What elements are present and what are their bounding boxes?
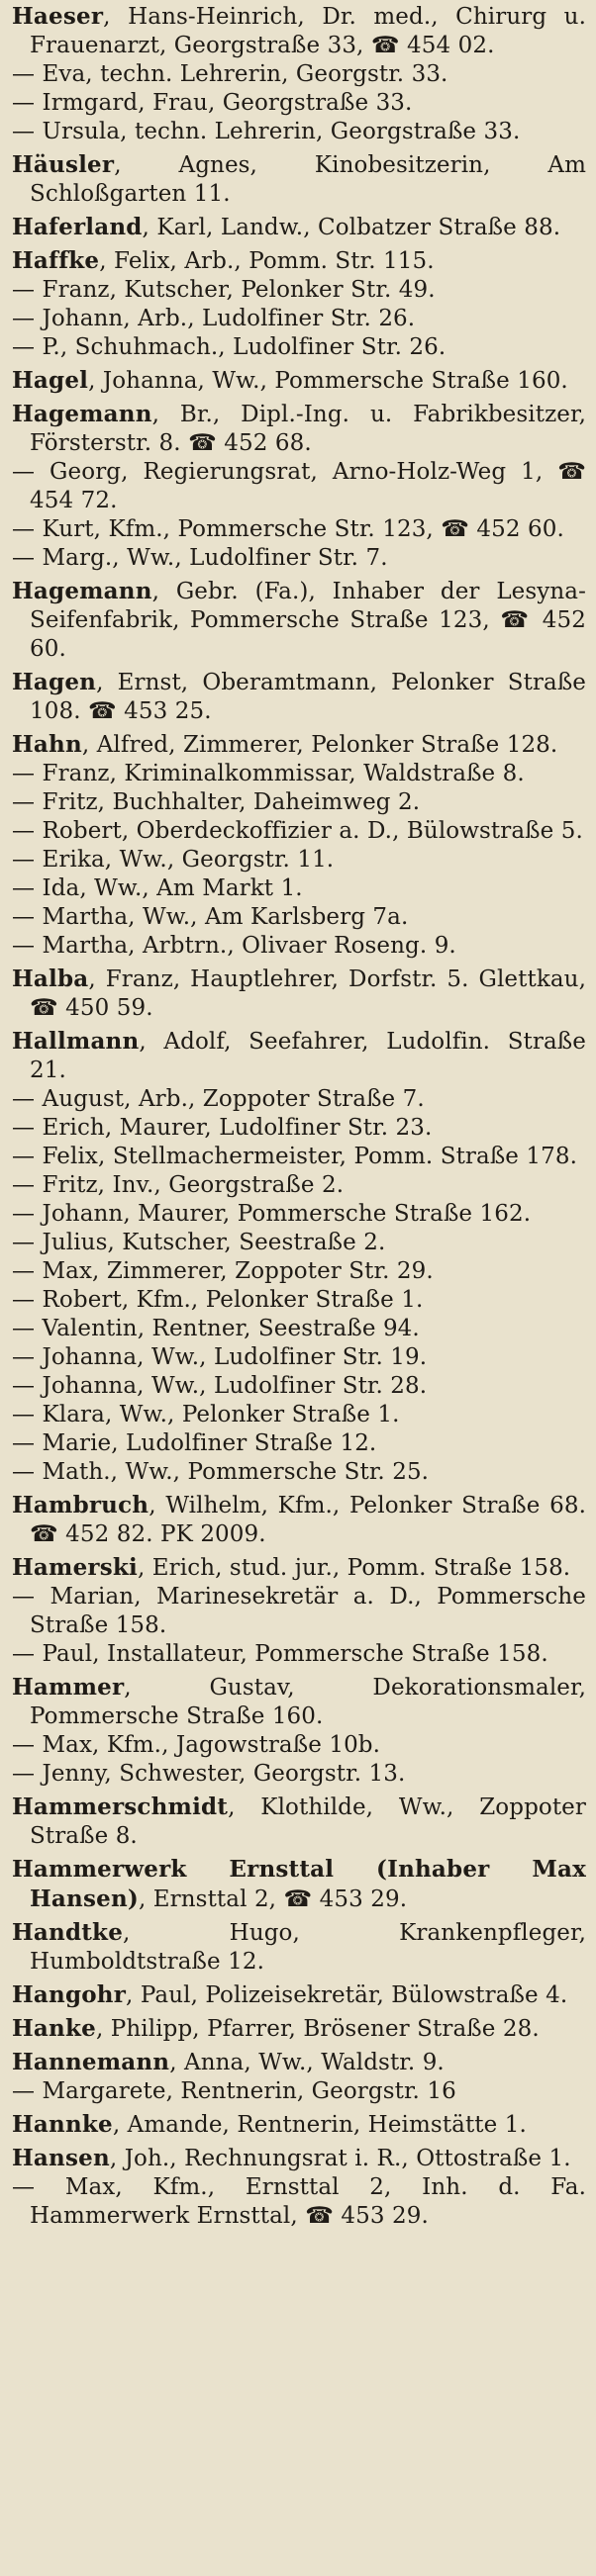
directory-subentry: — Felix, Stellmachermeister, Pomm. Straße 178. — [12, 1144, 578, 1169]
directory-entry: Handtke, Hugo, Krankenpfleger, Humboldtstraße 12. — [12, 1919, 586, 1975]
entry-surname: Handtke — [12, 1919, 124, 1946]
entry-surname: Haffke — [12, 247, 100, 274]
directory-subentry: — P., Schuhmach., Ludolfiner Str. 26. — [12, 334, 447, 360]
directory-entry: Hammerschmidt, Klothilde, Ww., Zoppoter Straße 8. — [12, 1794, 586, 1849]
entry-surname: Hagel — [12, 367, 89, 394]
directory-subentry: — Max, Kfm., Ernsttal 2, Inh. d. Fa. Hammerwerk Ernsttal, ☎ 453 29. — [12, 2174, 586, 2229]
directory-subentry: — Franz, Kutscher, Pelonker Str. 49. — [12, 277, 436, 303]
directory-entry: Hamerski, Erich, stud. jur., Pomm. Straße 158. — [12, 1554, 571, 1581]
entry-surname: Hamerski — [12, 1554, 138, 1581]
directory-subentry: — Max, Kfm., Jagowstraße 10b. — [12, 1732, 381, 1758]
directory-subentry: — Erika, Ww., Georgstr. 11. — [12, 847, 335, 873]
directory-subentry: — Margarete, Rentnerin, Georgstr. 16 — [12, 2078, 456, 2104]
directory-entry: Halba, Franz, Hauptlehrer, Dorfstr. 5. Glettkau, ☎ 450 59. — [12, 966, 586, 1021]
directory-entry: Haffke, Felix, Arb., Pomm. Str. 115. — [12, 247, 435, 274]
entry-surname: Hammer — [12, 1674, 125, 1701]
entry-surname: Hallmann — [12, 1028, 140, 1055]
directory-entry: Hanke, Philipp, Pfarrer, Brösener Straße 28. — [12, 2015, 540, 2042]
directory-entry: Hambruch, Wilhelm, Kfm., Pelonker Straße 68. ☎ 452 82. PK 2009. — [12, 1492, 586, 1547]
directory-entry: Hahn, Alfred, Zimmerer, Pelonker Straße 128. — [12, 731, 558, 758]
directory-subentry: — Robert, Oberdeckoffizier a. D., Bülowstraße 5. — [12, 818, 583, 844]
directory-subentry: — Franz, Kriminalkommissar, Waldstraße 8. — [12, 761, 525, 786]
directory-entry: Hallmann, Adolf, Seefahrer, Ludolfin. Straße 21. — [12, 1028, 586, 1083]
directory-entry: Häusler, Agnes, Kinobesitzerin, Am Schloßgarten 11. — [12, 151, 586, 207]
entry-surname: Hahn — [12, 731, 82, 758]
entry-surname: Hansen — [12, 2145, 110, 2171]
directory-subentry: — Johanna, Ww., Ludolfiner Str. 19. — [12, 1344, 428, 1370]
directory-entries — [12, 2, 586, 2231]
entry-surname: Hannemann — [12, 2049, 170, 2075]
entry-surname: Hannke — [12, 2111, 113, 2138]
directory-entry: Hannemann, Anna, Ww., Waldstr. 9. — [12, 2049, 445, 2075]
entry-surname: Hammerwerk Ernsttal (Inhaber Max Hansen) — [12, 1856, 586, 1912]
entry-surname: Hagemann — [12, 401, 152, 427]
entry-surname: Hagen — [12, 669, 97, 695]
directory-subentry: — Johanna, Ww., Ludolfiner Str. 28. — [12, 1373, 428, 1399]
directory-subentry: — Valentin, Rentner, Seestraße 94. — [12, 1316, 420, 1341]
directory-subentry: — August, Arb., Zoppoter Straße 7. — [12, 1086, 425, 1112]
directory-subentry: — Math., Ww., Pommersche Str. 25. — [12, 1459, 430, 1485]
directory-subentry: — Marg., Ww., Ludolfiner Str. 7. — [12, 545, 388, 571]
entry-surname: Häusler — [12, 151, 115, 178]
directory-subentry: — Ida, Ww., Am Markt 1. — [12, 875, 303, 901]
directory-subentry: — Georg, Regierungsrat, Arno-Holz-Weg 1, ☎ 454 72. — [12, 459, 586, 513]
directory-subentry: — Fritz, Buchhalter, Daheimweg 2. — [12, 789, 421, 815]
directory-subentry: — Martha, Arbtrn., Olivaer Roseng. 9. — [12, 933, 456, 959]
directory-subentry: — Irmgard, Frau, Georgstraße 33. — [12, 90, 413, 116]
entry-surname: Hangohr — [12, 1981, 127, 2008]
directory-subentry: — Jenny, Schwester, Georgstr. 13. — [12, 1761, 406, 1787]
directory-entry: Hagen, Ernst, Oberamtmann, Pelonker Straße 108. ☎ 453 25. — [12, 669, 586, 724]
directory-subentry: — Paul, Installateur, Pommersche Straße 158. — [12, 1641, 548, 1667]
entry-surname: Halba — [12, 966, 89, 992]
directory-entry: Hammerwerk Ernsttal (Inhaber Max Hansen), Ernsttal 2, ☎ 453 29. — [12, 1856, 586, 1912]
directory-subentry: — Julius, Kutscher, Seestraße 2. — [12, 1230, 386, 1255]
directory-subentry: — Fritz, Inv., Georgstraße 2. — [12, 1172, 345, 1198]
directory-entry: Hannke, Amande, Rentnerin, Heimstätte 1. — [12, 2111, 527, 2138]
directory-subentry: — Johann, Arb., Ludolfiner Str. 26. — [12, 306, 416, 331]
entry-surname: Hagemann — [12, 578, 152, 604]
directory-subentry: — Kurt, Kfm., Pommersche Str. 123, ☎ 452 60. — [12, 516, 564, 542]
entry-surname: Hanke — [12, 2015, 96, 2042]
directory-entry: Haeser, Hans-Heinrich, Dr. med., Chirurg u. Frauenarzt, Georgstraße 33, ☎ 454 02. — [12, 3, 586, 58]
directory-subentry: — Robert, Kfm., Pelonker Straße 1. — [12, 1287, 424, 1313]
directory-subentry: — Marian, Marinesekretär a. D., Pommersche Straße 158. — [12, 1584, 586, 1638]
directory-entry: Hansen, Joh., Rechnungsrat i. R., Ottostraße 1. — [12, 2145, 571, 2171]
directory-subentry: — Johann, Maurer, Pommersche Straße 162. — [12, 1201, 532, 1227]
directory-entry: Haferland, Karl, Landw., Colbatzer Straße 88. — [12, 214, 561, 240]
directory-subentry: — Max, Zimmerer, Zoppoter Str. 29. — [12, 1258, 434, 1284]
directory-entry: Hagemann, Gebr. (Fa.), Inhaber der Lesyna-Seifenfabrik, Pommersche Straße 123, ☎ 452 60. — [12, 578, 586, 662]
directory-subentry: — Martha, Ww., Am Karlsberg 7a. — [12, 904, 409, 930]
directory-subentry: — Klara, Ww., Pelonker Straße 1. — [12, 1402, 400, 1427]
entry-surname: Haferland — [12, 214, 143, 240]
directory-entry: Hangohr, Paul, Polizeisekretär, Bülowstraße 4. — [12, 1981, 568, 2008]
entry-surname: Hammerschmidt — [12, 1794, 229, 1820]
directory-subentry: — Eva, techn. Lehrerin, Georgstr. 33. — [12, 61, 448, 87]
directory-entry: Hammer, Gustav, Dekorationsmaler, Pommersche Straße 160. — [12, 1674, 586, 1729]
directory-subentry: — Erich, Maurer, Ludolfiner Str. 23. — [12, 1115, 433, 1141]
directory-entry: Hagel, Johanna, Ww., Pommersche Straße 160. — [12, 367, 568, 394]
entry-surname: Hambruch — [12, 1492, 149, 1518]
directory-subentry: — Marie, Ludolfiner Straße 12. — [12, 1430, 377, 1456]
directory-entry: Hagemann, Br., Dipl.-Ing. u. Fabrikbesitzer, Försterstr. 8. ☎ 452 68. — [12, 401, 586, 456]
directory-subentry: — Ursula, techn. Lehrerin, Georgstraße 33. — [12, 119, 521, 144]
entry-surname: Haeser — [12, 3, 104, 30]
